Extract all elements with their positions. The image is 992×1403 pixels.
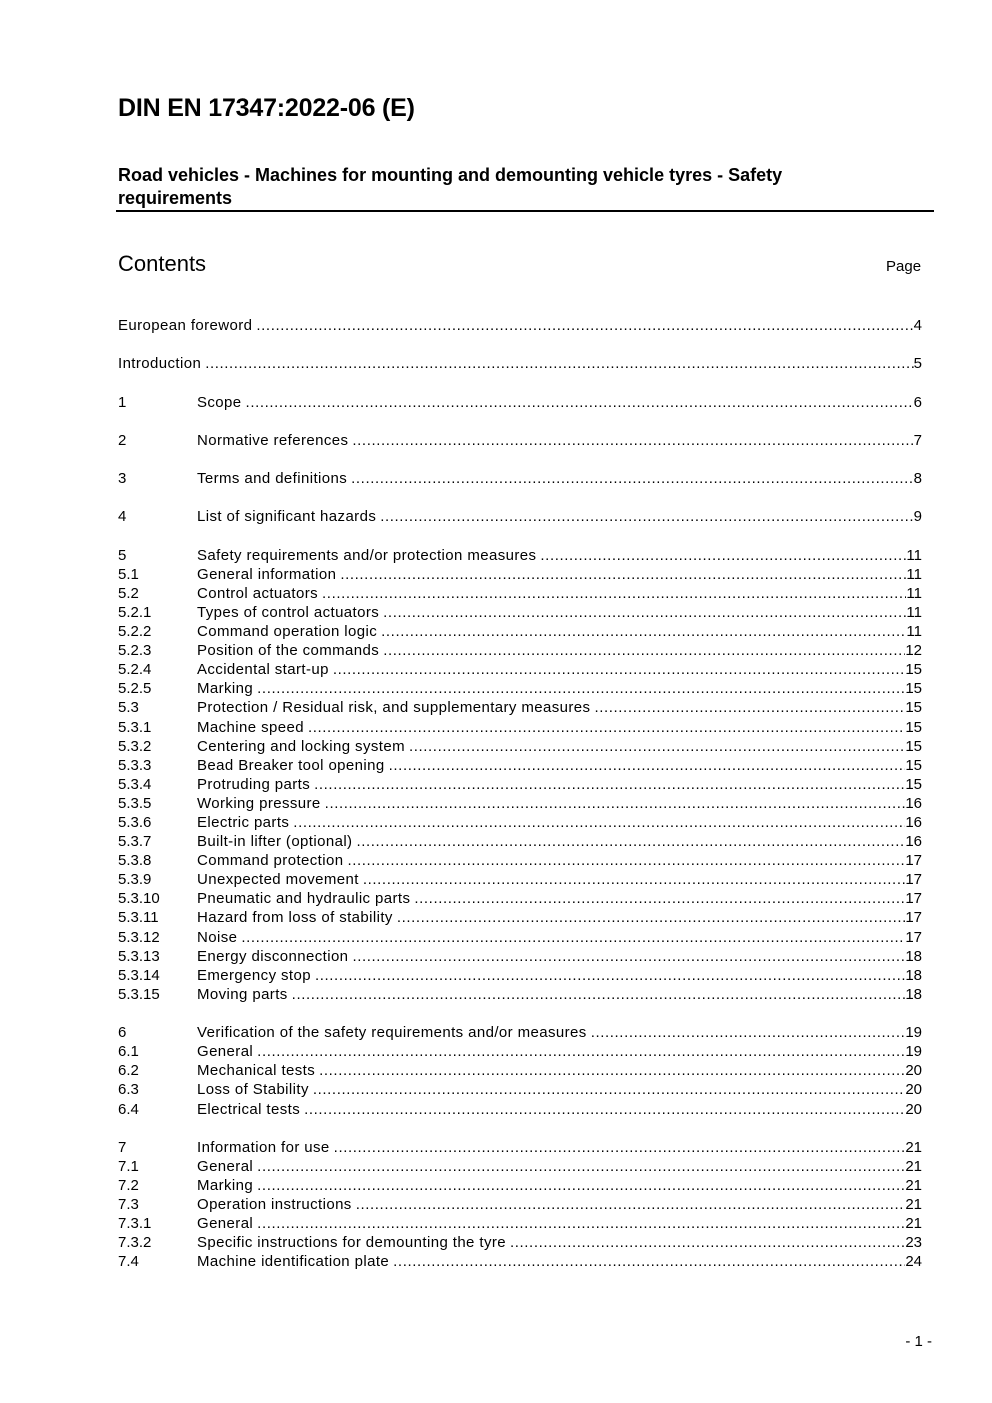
toc-dot-leader — [308, 718, 905, 737]
toc-entry-title: Terms and definitions — [197, 470, 348, 488]
toc-entry[interactable] — [118, 1042, 922, 1061]
toc-entry-number: 1 — [118, 393, 127, 411]
toc-entry-page: 11 — [906, 565, 922, 583]
toc-entry-number: 5 — [118, 546, 127, 564]
toc-dot-leader — [257, 1176, 905, 1195]
toc-entry-page: 8 — [913, 470, 922, 488]
toc-entry-page: 17 — [905, 909, 922, 927]
toc-entry-title: Loss of Stability — [197, 1081, 309, 1099]
toc-entry-page: 21 — [905, 1215, 922, 1233]
toc-entry-title: Mechanical tests — [197, 1062, 316, 1080]
toc-entry-number: 6.2 — [118, 1062, 139, 1080]
toc-dot-leader — [257, 1214, 905, 1233]
toc-entry-number: 5.2 — [118, 584, 139, 602]
toc-entry[interactable] — [118, 718, 922, 737]
toc-dot-leader — [383, 641, 905, 660]
toc-entry-title: Hazard from loss of stability — [197, 909, 393, 927]
toc-entry-title: Emergency stop — [197, 966, 311, 984]
toc-entry[interactable] — [118, 1023, 922, 1042]
toc-entry-title: General — [197, 1043, 254, 1061]
toc-entry-page: 18 — [905, 985, 922, 1003]
toc-entry-number: 7.3.1 — [118, 1215, 152, 1233]
toc-entry[interactable] — [118, 947, 922, 966]
toc-entry-title: Command operation logic — [197, 623, 378, 641]
toc-dot-leader — [205, 354, 913, 373]
toc-entry-number: 6 — [118, 1024, 127, 1042]
toc-entry[interactable] — [118, 1080, 922, 1099]
toc-entry[interactable] — [118, 1061, 922, 1080]
toc-entry-number: 5.3.12 — [118, 928, 160, 946]
toc-entry-title: Normative references — [197, 431, 349, 449]
page-column-heading: Page — [886, 258, 922, 275]
toc-entry-page: 4 — [913, 317, 922, 334]
toc-entry[interactable] — [118, 889, 922, 908]
toc-entry-page: 15 — [905, 737, 922, 755]
toc-entry-number: 5.3.1 — [118, 718, 152, 736]
toc-dot-leader — [409, 737, 905, 756]
toc-dot-leader — [383, 603, 906, 622]
toc-entry-title: Marking — [197, 680, 254, 698]
toc-entry-title: Electric parts — [197, 814, 290, 831]
toc-dot-leader — [389, 756, 906, 775]
toc-entry[interactable] — [118, 1157, 922, 1176]
toc-entry-title: Centering and locking system — [197, 737, 405, 755]
toc-entry-title: General information — [197, 565, 337, 583]
toc-entry-page: 18 — [905, 947, 922, 965]
toc-dot-leader — [257, 679, 905, 698]
toc-entry-number: 5.3.5 — [118, 794, 152, 812]
toc-dot-leader — [356, 832, 905, 851]
toc-entry-title: Command protection — [197, 852, 344, 870]
table-of-contents — [118, 316, 922, 1271]
toc-entry-page: 15 — [905, 756, 922, 774]
toc-entry-title: Machine speed — [197, 718, 304, 736]
toc-entry[interactable] — [118, 1176, 922, 1195]
toc-entry-title: Noise — [197, 928, 238, 946]
toc-entry-number: 5.3.13 — [118, 947, 160, 965]
toc-dot-leader — [314, 775, 905, 794]
toc-entry[interactable] — [118, 584, 922, 603]
toc-entry[interactable] — [118, 622, 922, 641]
toc-entry-page: 24 — [905, 1253, 922, 1271]
toc-entry-number: 5.3.14 — [118, 966, 160, 984]
toc-entry-title: Accidental start-up — [197, 661, 329, 679]
toc-entry-title: Introduction — [118, 355, 202, 373]
toc-entry-number: 5.2.2 — [118, 623, 152, 641]
toc-entry-title: Verification of the safety requirements and/or measures — [197, 1024, 587, 1042]
toc-entry-number: 7.3 — [118, 1196, 139, 1214]
toc-entry-page: 19 — [905, 1024, 922, 1042]
toc-entry[interactable] — [118, 679, 922, 698]
toc-dot-leader — [325, 794, 906, 813]
toc-dot-leader — [257, 1042, 905, 1061]
toc-entry[interactable] — [118, 966, 922, 985]
toc-entry[interactable] — [118, 813, 922, 832]
toc-entry-title: General — [197, 1215, 254, 1233]
toc-dot-leader — [246, 393, 914, 412]
toc-entry-title: General — [197, 1157, 254, 1175]
toc-entry-page: 11 — [906, 584, 922, 602]
toc-entry[interactable] — [118, 603, 922, 622]
toc-entry-title: Energy disconnection — [197, 947, 349, 965]
toc-entry[interactable] — [118, 698, 922, 717]
document-subtitle: Road vehicles - Machines for mounting and demounting vehicle tyres - Safety requirements — [118, 165, 783, 208]
toc-entry[interactable] — [118, 469, 922, 488]
toc-entry-number: 6.1 — [118, 1043, 139, 1061]
toc-entry-page: 20 — [905, 1081, 922, 1099]
toc-entry-page: 21 — [905, 1196, 922, 1214]
toc-entry-title: Protruding parts — [197, 775, 311, 793]
toc-entry-number: 5.2.5 — [118, 680, 152, 698]
toc-entry-number: 5.3.8 — [118, 852, 152, 870]
toc-entry-page: 7 — [913, 431, 922, 449]
toc-entry-title: Marking — [197, 1176, 254, 1194]
toc-entry-number: 5.3.2 — [118, 737, 152, 755]
toc-dot-leader — [304, 1100, 905, 1119]
toc-entry-number: 5.3.7 — [118, 833, 152, 851]
title-divider — [116, 210, 934, 212]
toc-dot-leader — [313, 1080, 905, 1099]
toc-dot-leader — [257, 1157, 905, 1176]
toc-dot-leader — [414, 889, 905, 908]
toc-entry-title: Control actuators — [197, 584, 319, 602]
toc-entry-page: 20 — [905, 1100, 922, 1118]
toc-dot-leader — [393, 1252, 905, 1271]
toc-dot-leader — [352, 947, 905, 966]
toc-entry-page: 21 — [905, 1176, 922, 1194]
toc-entry-number: 7.3.2 — [118, 1234, 152, 1252]
toc-entry-page: 19 — [905, 1043, 922, 1061]
toc-dot-leader — [352, 431, 913, 450]
toc-entry-page: 15 — [905, 680, 922, 698]
toc-entry-title: Protection / Residual risk, and supplementary measures — [197, 699, 591, 717]
toc-entry-number: 3 — [118, 470, 127, 488]
toc-entry-page: 5 — [913, 355, 922, 373]
toc-dot-leader — [594, 698, 905, 717]
toc-entry-title: Position of the commands — [197, 642, 380, 660]
toc-entry[interactable] — [118, 985, 922, 1004]
toc-entry[interactable] — [118, 832, 922, 851]
toc-entry-number: 5.2.1 — [118, 603, 152, 621]
toc-entry-number: 5.2.3 — [118, 642, 152, 660]
toc-dot-leader — [380, 507, 913, 526]
toc-entry[interactable] — [118, 354, 922, 373]
toc-entry[interactable] — [118, 660, 922, 679]
toc-entry[interactable] — [118, 546, 922, 565]
toc-entry-title: Unexpected movement — [197, 871, 359, 889]
toc-entry-title: Information for use — [197, 1138, 330, 1156]
toc-dot-leader — [351, 469, 914, 488]
toc-dot-leader — [397, 908, 905, 927]
toc-entry-page: 6 — [913, 393, 922, 411]
toc-entry-number: 4 — [118, 508, 127, 526]
toc-entry-number: 6.3 — [118, 1081, 139, 1099]
toc-entry-number: 5.3.4 — [118, 775, 152, 793]
toc-entry[interactable] — [118, 1195, 922, 1214]
toc-dot-leader — [322, 584, 906, 603]
toc-entry[interactable] — [118, 1214, 922, 1233]
toc-entry-page: 17 — [905, 871, 922, 889]
toc-entry-page: 15 — [905, 718, 922, 736]
document-title: DIN EN 17347:2022-06 (E) — [118, 94, 415, 122]
toc-dot-leader — [293, 813, 905, 832]
toc-entry-title: Specific instructions for demounting the tyre — [197, 1234, 506, 1252]
toc-entry-page: 23 — [905, 1234, 922, 1252]
toc-entry[interactable] — [118, 870, 922, 889]
toc-dot-leader — [591, 1023, 906, 1042]
toc-entry-title: Pneumatic and hydraulic parts — [197, 890, 411, 908]
toc-entry[interactable] — [118, 851, 922, 870]
toc-dot-leader — [292, 985, 906, 1004]
toc-entry[interactable] — [118, 641, 922, 660]
toc-dot-leader — [315, 966, 905, 985]
toc-entry[interactable] — [118, 794, 922, 813]
toc-entry-page: 11 — [906, 546, 922, 564]
toc-dot-leader — [347, 851, 905, 870]
toc-entry-title: Moving parts — [197, 985, 288, 1003]
toc-entry-page: 12 — [905, 642, 922, 660]
toc-entry-page: 16 — [905, 833, 922, 851]
toc-entry-page: 17 — [905, 852, 922, 870]
toc-entry-title: Working pressure — [197, 794, 321, 812]
toc-dot-leader — [540, 546, 906, 565]
contents-heading: Contents — [118, 251, 207, 276]
toc-entry[interactable] — [118, 1252, 922, 1271]
toc-entry-number: 7.1 — [118, 1157, 139, 1175]
toc-entry-title: Scope — [197, 393, 242, 411]
toc-entry[interactable] — [118, 756, 922, 775]
toc-entry-number: 5.3.3 — [118, 756, 152, 774]
toc-entry-number: 5.3.9 — [118, 871, 152, 889]
toc-entry[interactable] — [118, 1138, 922, 1157]
toc-entry-title: Operation instructions — [197, 1196, 352, 1214]
toc-entry-title: Machine identification plate — [197, 1253, 390, 1271]
page-number: - 1 - — [905, 1333, 932, 1350]
toc-entry-page: 9 — [913, 508, 922, 526]
toc-entry[interactable] — [118, 393, 922, 412]
toc-entry-page: 15 — [905, 661, 922, 679]
toc-entry-number: 5.3.15 — [118, 985, 160, 1003]
toc-entry-page: 17 — [905, 928, 922, 946]
toc-entry-page: 11 — [906, 603, 922, 621]
toc-entry-title: European foreword — [118, 317, 253, 334]
toc-dot-leader — [340, 565, 906, 584]
toc-entry[interactable] — [118, 431, 922, 450]
toc-entry-number: 7.2 — [118, 1176, 139, 1194]
toc-entry-page: 17 — [905, 890, 922, 908]
toc-dot-leader — [256, 316, 913, 335]
toc-dot-leader — [381, 622, 906, 641]
toc-entry[interactable] — [118, 507, 922, 526]
toc-entry-number: 2 — [118, 431, 127, 449]
toc-dot-leader — [363, 870, 905, 889]
toc-entry-number: 7.4 — [118, 1253, 139, 1271]
toc-dot-leader — [319, 1061, 905, 1080]
toc-entry-title: Safety requirements and/or protection measures — [197, 546, 537, 564]
toc-entry-number: 5.3.10 — [118, 890, 160, 908]
toc-entry-page: 21 — [905, 1157, 922, 1175]
toc-entry-title: Bead Breaker tool opening — [197, 756, 385, 774]
toc-entry-title: List of significant hazards — [197, 508, 377, 526]
toc-entry-number: 5.1 — [118, 565, 139, 583]
toc-entry-number: 7 — [118, 1138, 127, 1156]
toc-entry[interactable] — [118, 565, 922, 584]
toc-entry[interactable] — [118, 1100, 922, 1119]
toc-entry[interactable] — [118, 775, 922, 794]
toc-entry-title: Electrical tests — [197, 1100, 301, 1118]
toc-entry-page: 20 — [905, 1062, 922, 1080]
toc-entry-page: 15 — [905, 775, 922, 793]
toc-entry-number: 5.3.6 — [118, 814, 152, 831]
toc-entry-number: 5.3.11 — [118, 909, 159, 927]
toc-dot-leader — [333, 660, 905, 679]
toc-entry[interactable] — [118, 316, 922, 335]
toc-dot-leader — [356, 1195, 906, 1214]
toc-entry-page: 15 — [905, 699, 922, 717]
toc-entry-page: 11 — [906, 623, 922, 641]
toc-entry[interactable] — [118, 737, 922, 756]
toc-entry-page: 18 — [905, 966, 922, 984]
toc-entry-title: Built-in lifter (optional) — [197, 833, 353, 851]
toc-entry[interactable] — [118, 908, 922, 927]
toc-entry-page: 21 — [905, 1138, 922, 1156]
toc-entry-number: 6.4 — [118, 1100, 139, 1118]
toc-entry-page: 16 — [905, 814, 922, 831]
toc-dot-leader — [510, 1233, 905, 1252]
toc-dot-leader — [241, 928, 905, 947]
toc-entry-title: Types of control actuators — [197, 603, 380, 621]
toc-entry[interactable] — [118, 928, 922, 947]
toc-dot-leader — [334, 1138, 906, 1157]
toc-entry-page: 16 — [905, 794, 922, 812]
toc-entry-number: 5.3 — [118, 699, 139, 717]
toc-entry[interactable] — [118, 1233, 922, 1252]
toc-entry-number: 5.2.4 — [118, 661, 152, 679]
